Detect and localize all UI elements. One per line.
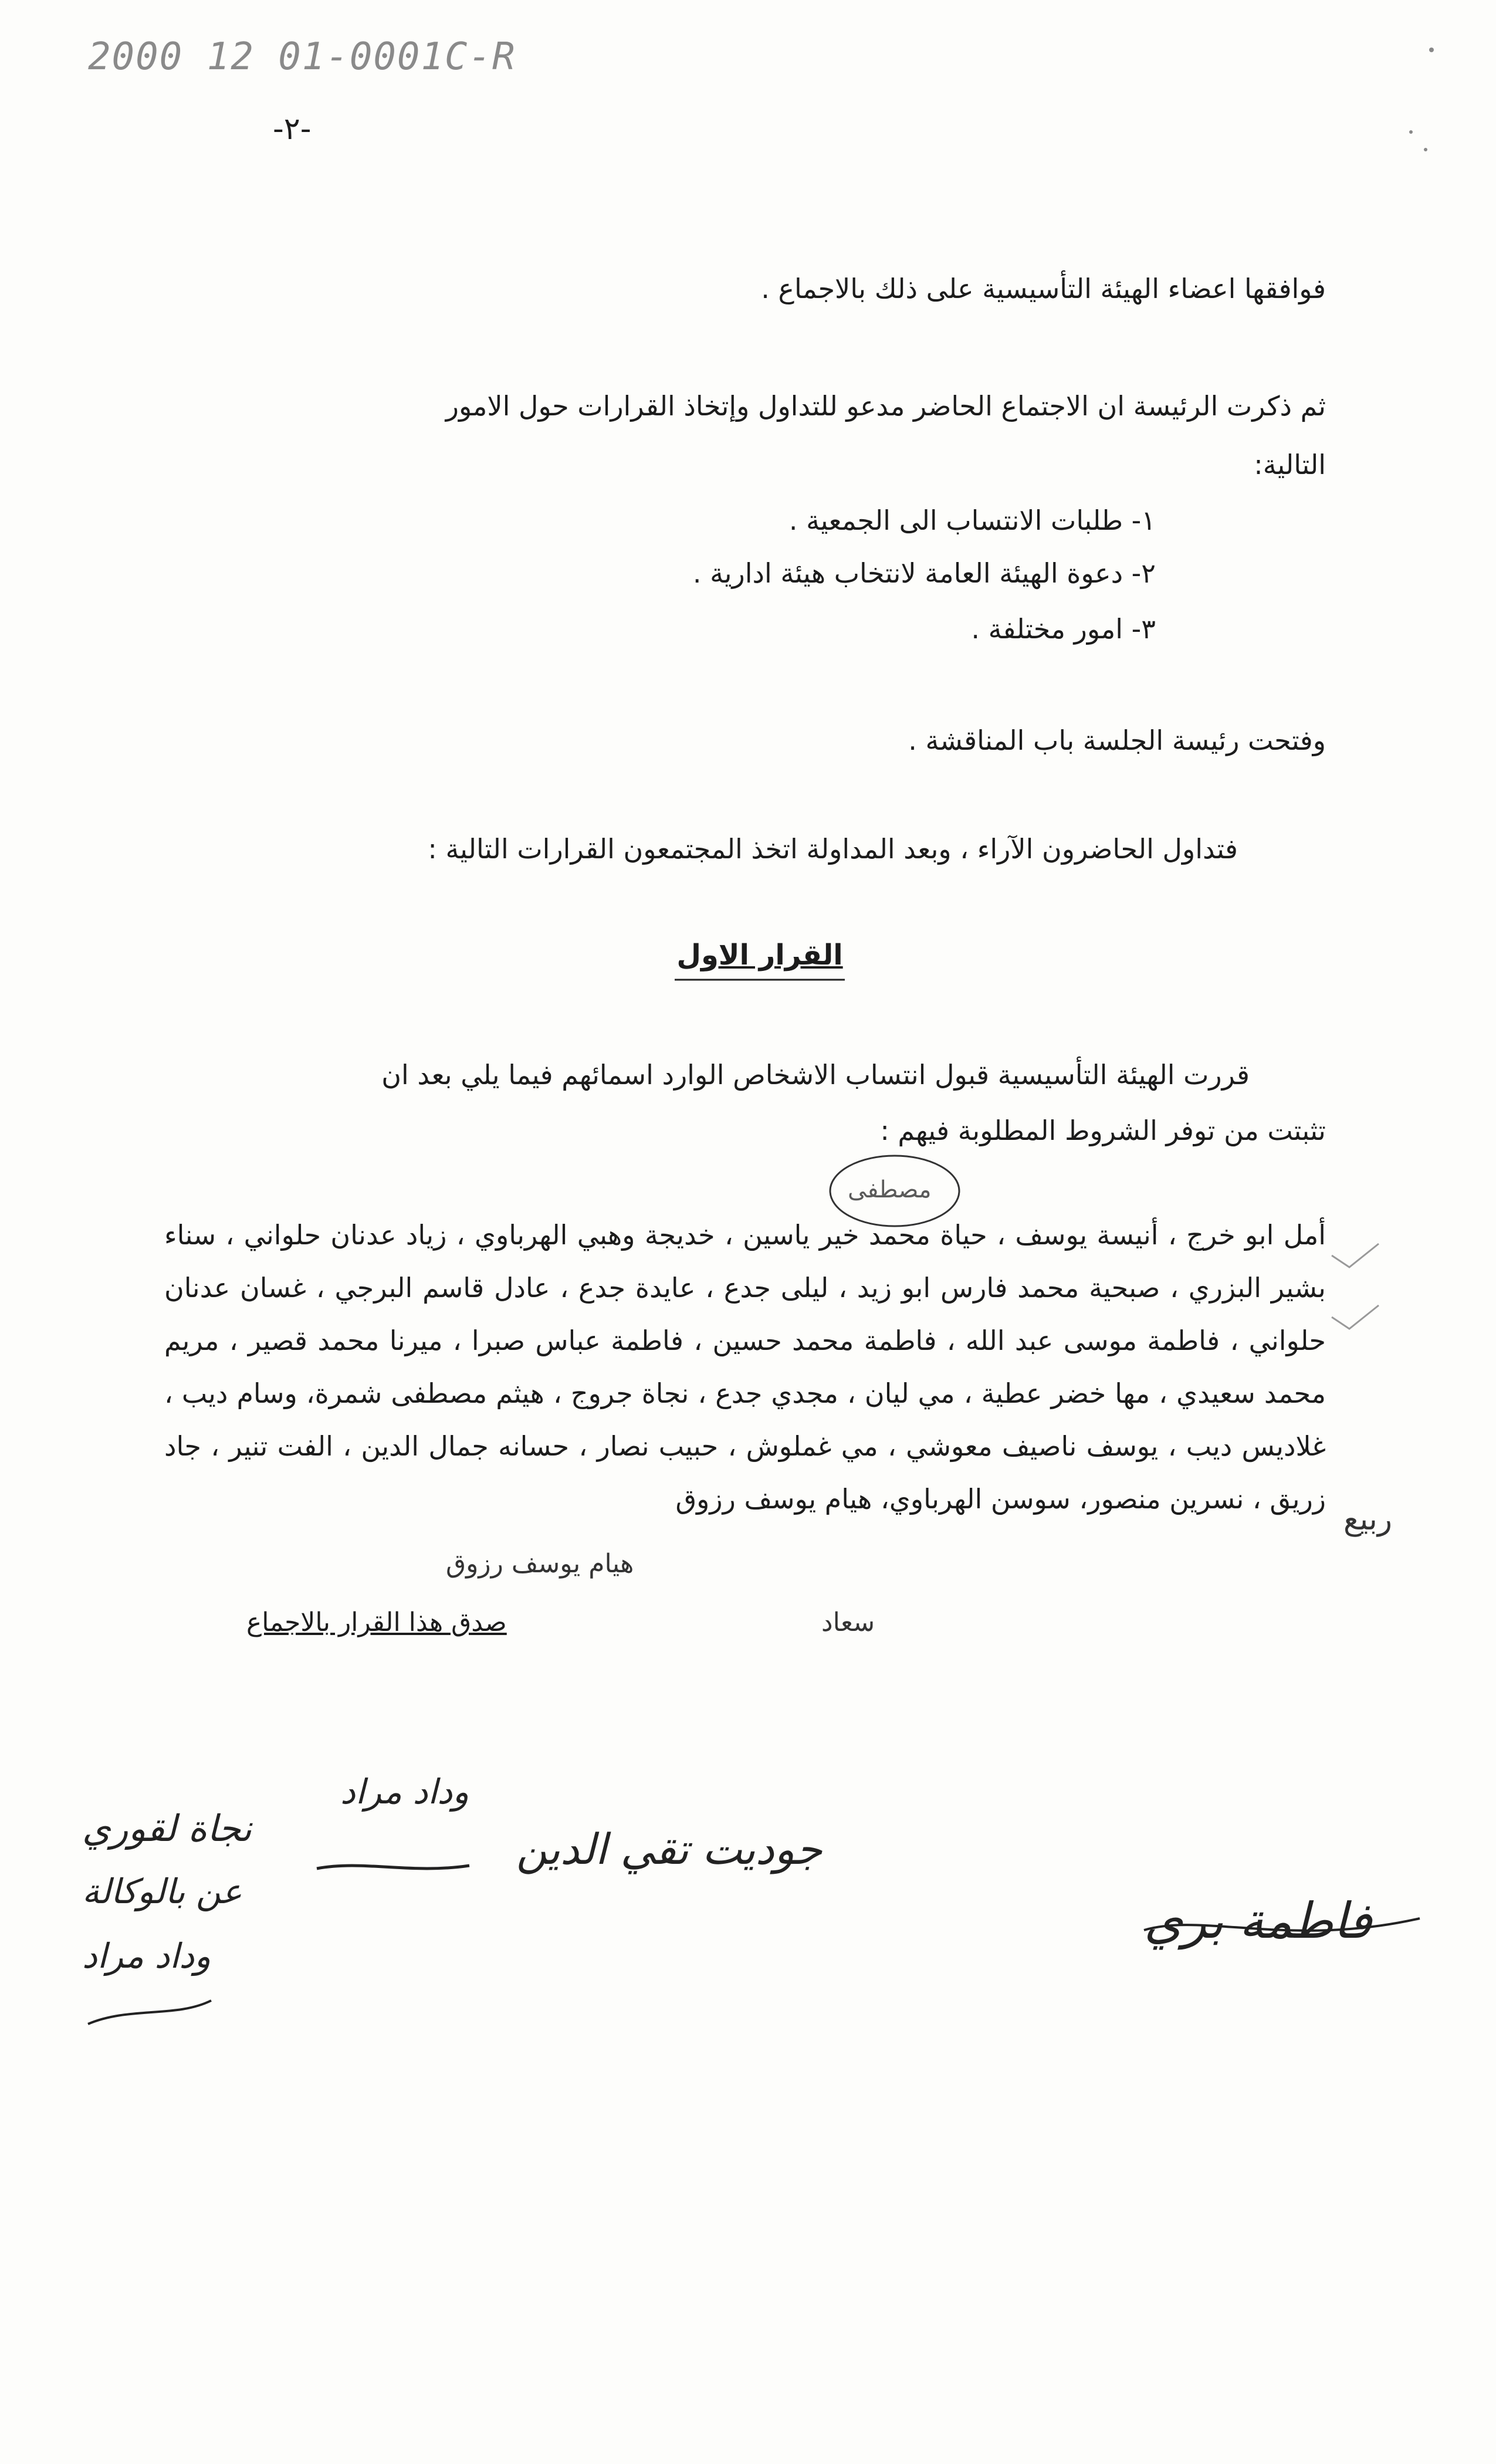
members-list: أمل ابو خرج ، أنيسة يوسف ، حياة محمد خير ياسين ، خديجة وهبي الهرباوي ، زياد عدنان حلواني ، سناء بشير البزري ، صبحية محمد فارس ابو زيد ، ليلى جدع ، عايدة جدع ، عادل قاسم البرجي ، غسان عدنان حلواني ، فاطمة موسى عبد الله ، فاطمة محمد حسين ، فاطمة عباس صبرا ، ميرنا محمد قصير ، مريم محمد سعيدي ، مها خضر عطية ، مي ليان ، مجدي جدع ، نجاة جروج ، هيثم مصطفى شمرة، وسام ديب ، غلاديس ديب ، يوسف ناصيف معوشي ، مي غملوش ، حبيب نصار ، حسانه جمال الدين ، الفت تنير ، جاد زريق ، نسرين منصور، سوسن الهرباوي، هيام يوسف رزوق xyxy=(164,1219,1326,1515)
note-circle xyxy=(830,1156,959,1226)
intro-line-2: التالية: xyxy=(1254,449,1326,480)
signature-left-3: وداد مراد xyxy=(82,1936,211,1976)
below-line-note: سعاد xyxy=(821,1607,875,1637)
scan-speck-2 xyxy=(1409,130,1413,134)
signature-wedad: وداد مراد xyxy=(340,1772,469,1812)
signature-right: فاطمة بري xyxy=(1144,1892,1372,1949)
signature-left-1: نجاة لقوري xyxy=(82,1807,252,1850)
circled-note: مصطفى xyxy=(848,1176,932,1203)
signature-middle: جوديت تقي الدين xyxy=(516,1825,823,1874)
ratified-statement: صدق هذا القرار بالاجماع xyxy=(246,1607,507,1637)
check-mark-2 xyxy=(1332,1305,1379,1329)
page-number: -٢- xyxy=(273,111,312,147)
decision-line-1: قررت الهيئة التأسيسية قبول انتساب الاشخاص الوارد اسمائهم فيما يلي بعد ان xyxy=(381,1059,1250,1091)
decision-line-2: تثبتت من توفر الشروط المطلوبة فيهم : xyxy=(880,1115,1326,1146)
agenda-item-3: ٣- امور مختلفة . xyxy=(971,613,1156,645)
scan-speck-3 xyxy=(1424,148,1427,151)
deliberation-paragraph: فتداول الحاضرون الآراء ، وبعد المداولة اتخذ المجتمعون القرارات التالية : xyxy=(428,833,1238,865)
above-line-note: هيام يوسف رزوق xyxy=(446,1549,634,1579)
discussion-opened: وفتحت رئيسة الجلسة باب المناقشة . xyxy=(908,725,1326,756)
decision-title: القرار الاول xyxy=(676,939,843,972)
signature-stroke-left xyxy=(88,2001,211,2024)
signature-left-2: عن بالوكالة xyxy=(82,1871,242,1911)
agenda-item-2: ٢- دعوة الهيئة العامة لانتخاب هيئة ادارية . xyxy=(692,557,1156,589)
reference-stamp: 2000 12 01-0001C-R xyxy=(88,35,516,79)
intro-line-1: ثم ذكرت الرئيسة ان الاجتماع الحاضر مدعو للتداول وإتخاذ القرارات حول الامور xyxy=(445,390,1326,422)
approval-paragraph: فوافقها اعضاء الهيئة التأسيسية على ذلك بالاجماع . xyxy=(761,273,1326,304)
signature-stroke-right xyxy=(1144,1918,1420,1931)
scan-speck-1 xyxy=(1429,48,1434,52)
signature-stroke-wedad xyxy=(317,1866,469,1869)
margin-note: ربيع xyxy=(1343,1502,1392,1537)
check-mark-1 xyxy=(1332,1244,1379,1267)
agenda-item-1: ١- طلبات الانتساب الى الجمعية . xyxy=(788,505,1156,536)
